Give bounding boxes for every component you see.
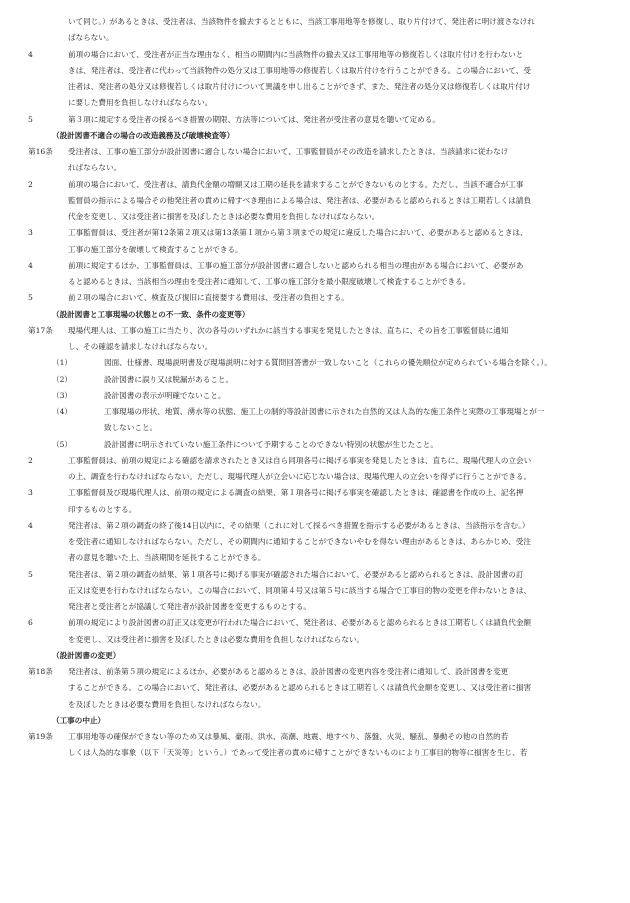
list-item [28,372,608,388]
text-line: 設計図書の表示が明確でないこと。 [104,390,226,400]
section-heading [28,713,608,729]
text-line: 致しないこと。 [104,423,158,433]
clause-number: 4 [28,49,33,59]
clause-number: （4） [52,407,73,416]
clause-paragraph [28,485,608,518]
text-line: 正又は変更を行わなければならない。この場合において、同項第４号又は第５号に該当する場合で工事目的物の変更を伴わないときは、 [68,585,532,595]
text-line: しくは人為的な事象（以下「天災等」という。）であって受注者の責めに帰すことができないものにより工事目的物等に損害を生じ、若 [68,748,528,758]
clause-paragraph [28,225,608,258]
text-line: 注者は、発注者の処分又は修復若しくは取片付けについて異議を申し出ることができず、また、発注者の処分又は修復若しくは取片付け [68,82,531,91]
text-line: を及ぼしたときは必要な費用を負担しなければならない。 [68,699,266,709]
clause-paragraph [28,518,608,567]
clause-paragraph [28,729,608,762]
clause-number: 2 [28,179,33,189]
clause-number: （2） [52,374,73,384]
text-line: 工事の施工部分を破壊して検査することができる。 [68,244,243,254]
text-line: ると認めるときは、当該相当の理由を受注者に通知して、工事の施工部分を最小限度破壊して検査することができる。 [68,277,471,286]
clause-paragraph [28,567,608,616]
text-line: することができる。この場合において、発注者は、必要があると認められるときは工期若しくは請負代金額を変更し、又は受注者に損害 [68,683,532,693]
text-line: 代金を変更し、又は受注者に損害を及ぼしたときは必要な費用を負担しなければならない。 [68,212,380,221]
clause-paragraph [28,112,608,128]
text-line: いて同じ。）があるときは、受注者は、当該物件を撤去するとともに、当該工事用地等を修復し、取り片付けて、発注者に明け渡さなけれ [68,17,535,26]
text-line: 工事監督員は、受注者が第12条第２項又は第13条第１項から第３項までの規定に違反した場合において、必要があると認めるときは、 [68,228,528,238]
clause-number: 第17条 [28,325,53,335]
text-line: 前項に規定するほか、工事監督員は、工事の施工部分が設計図書に適合しないと認められる相当の理由がある場合において、必要があ [68,260,524,270]
clause-number: 3 [28,488,33,498]
clause-paragraph [28,258,608,291]
clause-paragraph [28,664,608,713]
clause-paragraph [28,323,608,356]
list-item [28,388,608,404]
text-line: に要した費用を負担しなければならない。 [68,98,213,108]
text-line: 第３項に規定する受注者の採るべき措置の期限、方法等については、発注者が受注者の意見を聴いて定める。 [68,114,440,124]
clause-number: 5 [28,293,33,303]
clause-number: 3 [28,228,33,238]
clause-number: 6 [28,618,33,628]
clause-number: 5 [28,569,33,579]
list-item [28,404,608,437]
text-line: （設計図書不適合の場合の改造義務及び破壊検査等） [52,130,235,140]
text-line: を変更し、又は受注者に損害を及ぼしたときは必要な費用を負担しなければならない。 [68,634,365,644]
clause-paragraph [28,47,608,112]
clause-number: 4 [28,520,33,530]
text-line: 受注者は、工事の施工部分が設計図書に適合しない場合において、工事監督員がその改造を請求したときは、当該請求に従わなけ [68,147,509,156]
clause-paragraph [28,290,608,306]
list-item [28,437,608,453]
clause-paragraph [28,144,608,177]
text-line: を受注者に通知しなければならない。ただし、その期間内に通知することができないやむを得ない理由があるときは、あらかじめ、受注 [68,537,531,546]
text-line: 前項の規定により設計図書の訂正又は変更が行われた場合において、発注者は、必要があると認められるときは工期若しくは請負代金額 [68,618,532,628]
text-line: 前項の場合において、受注者が正当な理由なく、相当の期間内に当該物件の撤去又は工事用地等の修復若しくは取片付けを行わないと [68,49,524,59]
clause-paragraph [28,177,608,226]
text-line: 工事監督員及び現場代理人は、前項の規定による調査の結果、第１項各号に掲げる事実を確認したときは、確認書を作成の上、記名押 [68,488,524,498]
clause-number: （5） [52,439,73,449]
text-line: 前２項の場合において、検査及び復旧に直接要する費用は、受注者の負担とする。 [68,293,349,303]
text-line: 設計図書に明示されていない施工条件について予期することのできない特別の状態が生じたこと。 [104,439,438,449]
text-line: 発注者と受注者とが協議して発注者が設計図書を変更するものとする。 [68,602,311,611]
text-line: 前項の場合において、受注者は、請負代金額の増額又は工期の延長を請求することができないものとする。ただし、当該不適合が工事 [68,179,524,189]
text-line: の上、調査を行わなければならない。ただし、現場代理人が立会いに応じない場合は、現場代理人の立会いを得ずに行うことができる。 [68,472,532,481]
text-line: 現場代理人は、工事の施工に当たり、次の各号のいずれかに該当する事実を発見したときは、直ちに、その旨を工事監督員に通知 [68,325,509,335]
text-line: （工事の中止） [52,715,106,725]
section-heading [28,128,608,144]
text-line: し、その確認を請求しなければならない。 [68,342,213,351]
text-line: きは、発注者は、受注者に代わって当該物件の処分又は工事用地等の修復若しくは取片付けを行うことができる。この場合において、受 [68,65,531,75]
text-line: 発注者は、第２項の調査の結果、第１項各号に掲げる事実が確認された場合において、必要があると認められるときは、設計図書の訂 [68,569,524,579]
list-item [28,355,608,371]
clause-paragraph [28,14,608,47]
text-line: 図面、仕様書、現場説明書及び現場説明に対する質問回答書が一致しないこと（これらの優先順位が定められている場合を除く。）。 [104,358,552,368]
clause-number: 第18条 [28,667,53,676]
text-line: 設計図書に誤り又は脱漏があること。 [104,374,234,384]
clause-number: 5 [28,114,33,124]
text-line: 監督員の指示による場合その他発注者の責めに帰すべき理由による場合は、発注者は、必要があると認められるときは工期若しくは請負 [68,195,532,205]
contract-document [28,14,608,762]
clause-number: （1） [52,358,73,368]
clause-paragraph [28,453,608,486]
text-line: ばならない。 [68,33,114,43]
clause-number: （3） [52,390,73,400]
text-line: （設計図書と工事現場の状態との不一致、条件の変更等） [52,309,250,319]
text-line: 工事現場の形状、地質、湧水等の状態、施工上の制約等設計図書に示された自然的又は人為的な施工条件と実際の工事現場とが一 [104,407,545,416]
clause-number: 第19条 [28,732,53,741]
section-heading [28,648,608,664]
text-line: 工事用地等の確保ができない等のため又は暴風、豪雨、洪水、高潮、地震、地すべり、落盤、火災、騒乱、暴動その他の自然的若 [68,732,509,741]
text-line: 発注者は、前条第５項の規定によるほか、必要があると認めるときは、設計図書の変更内容を受注者に通知して、設計図書を変更 [68,667,509,676]
text-line: 工事監督員は、前項の規定による確認を請求されたとき又は自ら同項各号に掲げる事実を発見したときは、直ちに、現場代理人の立会い [68,455,532,465]
clause-number: 2 [28,455,33,465]
text-line: 者の意見を聴いた上、当該期間を延長することができる。 [68,553,266,563]
section-heading [28,307,608,323]
text-line: ればならない。 [68,163,122,173]
text-line: 発注者は、第２項の調査の終了後14日以内に、その結果（これに対して採るべき措置を指示する必要があるときは、当該指示を含む。） [68,520,530,530]
text-line: （設計図書の変更） [52,650,121,660]
text-line: 印するものとする。 [68,504,137,514]
clause-paragraph [28,615,608,648]
clause-number: 第16条 [28,147,53,156]
clause-number: 4 [28,260,33,270]
